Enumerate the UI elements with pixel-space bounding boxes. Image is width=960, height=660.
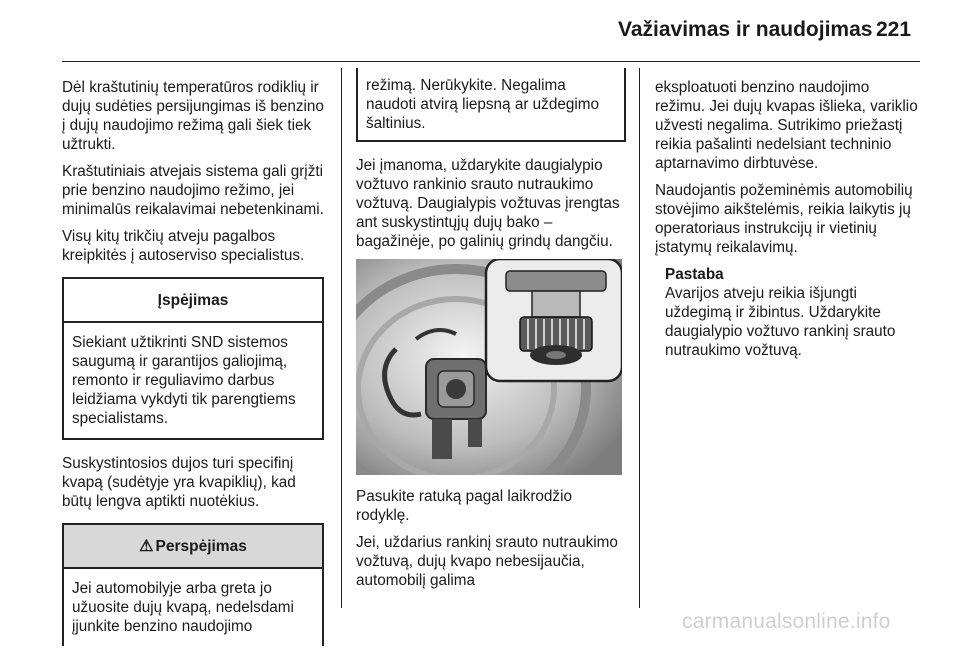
note-title: Pastaba	[665, 266, 724, 283]
paragraph: Dėl kraštutinių temperatūros rodiklių ir dujų sudėties persijungimas iš benzino į dujų naudojimo režimą gali šiek tiek užtrukti.	[62, 79, 324, 153]
chapter-title: Važiavimas ir naudojimas	[618, 18, 873, 41]
caution-box	[62, 277, 324, 440]
warning-title: Perspėjimas	[155, 538, 247, 555]
page-header	[0, 0, 960, 62]
page-number: 221	[876, 18, 912, 41]
watermark: carmanualsonline.info	[682, 610, 891, 633]
warning-triangle-icon: ⚠	[139, 538, 154, 555]
warning-body-continued: režimą. Nerūkykite. Negalima naudoti atvirą liepsną ar uždegimo šaltinius.	[366, 77, 599, 132]
column-1	[62, 78, 324, 660]
paragraph: Jei įmanoma, uždarykite daugialypio vožtuvo rankinio srauto nutraukimo vožtuvą. Daugialypis vožtuvas įrengtas ant suskystintųjų dujų bako – bagažinėje, po galinių grindų dangčiu.	[356, 157, 620, 250]
warning-box	[62, 523, 324, 646]
column-2	[356, 68, 626, 598]
multivalve-illustration-svg	[356, 259, 622, 475]
header-divider	[62, 61, 920, 62]
column-3	[655, 78, 921, 360]
multivalve-illustration	[356, 259, 622, 475]
caution-title: Įspėjimas	[64, 279, 322, 323]
note-block	[665, 265, 921, 360]
column-divider-2	[639, 68, 640, 608]
paragraph: Suskystintosios dujos turi specifinį kvapą (sudėtyje yra kvapiklių), kad būtų lengva aptikti nuotėkius.	[62, 455, 296, 510]
column-divider-1	[341, 68, 342, 608]
paragraph: Pasukite ratuką pagal laikrodžio rodyklę.	[356, 488, 572, 524]
paragraph: Kraštutiniais atvejais sistema gali grįžti prie benzino naudojimo režimo, jei minimalūs reikalavimai nebetenkinami.	[62, 163, 324, 218]
note-body: Avarijos atveju reikia išjungti uždegimą ir žibintus. Uždarykite daugialypio vožtuvo rankinį srauto nutraukimo vožtuvą.	[665, 285, 896, 359]
warning-box-continued	[356, 68, 626, 142]
paragraph: eksploatuoti benzino naudojimo režimu. Jei dujų kvapas išlieka, variklio užvesti negalima. Sutrikimo priežastį reikia pašalinti nedelsiant techninio aptarnavimo dirbtuvėse.	[655, 79, 918, 172]
paragraph: Jei, uždarius rankinį srauto nutraukimo vožtuvą, dujų kvapo nebesijaučia, automobilį galima	[356, 534, 618, 589]
caution-body: Siekiant užtikrinti SND sistemos saugumą ir garantijos galiojimą, remonto ir reguliavimo darbus leidžiama vykdyti tik parengtiems specialistams.	[72, 334, 296, 427]
warning-header	[64, 525, 322, 569]
paragraph: Visų kitų trikčių atveju pagalbos kreipkitės į autoserviso specialistus.	[62, 228, 305, 264]
warning-body: Jei automobilyje arba greta jo užuosite dujų kvapą, nedelsdami įjunkite benzino naudojimo	[72, 580, 294, 635]
paragraph: Naudojantis požeminėmis automobilių stovėjimo aikštelėmis, reikia laikytis jų operatoriaus instrukcijų ir vietinių įstatymų reikalavimų.	[655, 182, 913, 256]
